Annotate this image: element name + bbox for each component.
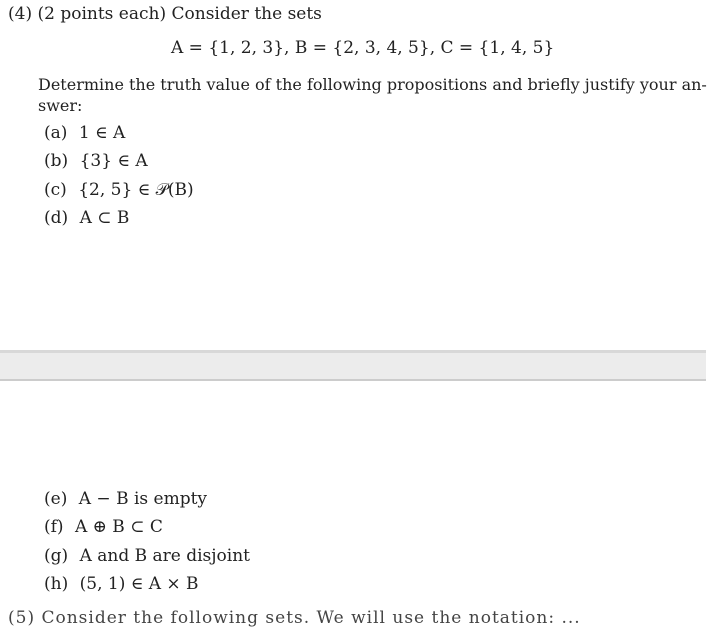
item-label: (c) [44,180,67,200]
item-expression: A and B are disjoint [79,546,251,566]
item-label: (g) [44,546,69,566]
instruction-text [38,74,707,116]
item-expression: {3} ∈ A [79,151,148,171]
cutoff-text: (5) Consider the following sets. We will use the notation: ... [8,608,581,628]
item-h [44,574,199,594]
item-expression: (5, 1) ∈ A × B [79,574,199,594]
item-c [44,180,194,200]
instruction-line-2: swer: [38,96,83,115]
item-label: (a) [44,123,68,143]
item-expression: A ⊂ B [79,208,130,228]
question-header: (4) (2 points each) Consider the sets [8,4,322,24]
item-expression: {2, 5} ∈ 𝒫(B) [78,180,194,200]
item-expression: A − B is empty [78,489,208,509]
page-divider [0,350,706,381]
item-expression: A ⊕ B ⊂ C [74,517,163,537]
item-e [44,489,207,509]
instruction-line-1: Determine the truth value of the following propositions and briefly justify your an- [38,75,707,94]
item-expression: 1 ∈ A [78,123,126,143]
item-label: (e) [44,489,68,509]
item-label: (f) [44,517,64,537]
item-label: (d) [44,208,69,228]
item-a [44,123,125,143]
set-definitions: A = {1, 2, 3}, B = {2, 3, 4, 5}, C = {1, 4, 5} [171,38,555,58]
item-d [44,208,129,228]
cutoff-next-question [0,606,706,628]
item-label: (b) [44,151,69,171]
item-f [44,517,163,537]
item-b [44,151,148,171]
item-g [44,546,250,566]
item-label: (h) [44,574,69,594]
